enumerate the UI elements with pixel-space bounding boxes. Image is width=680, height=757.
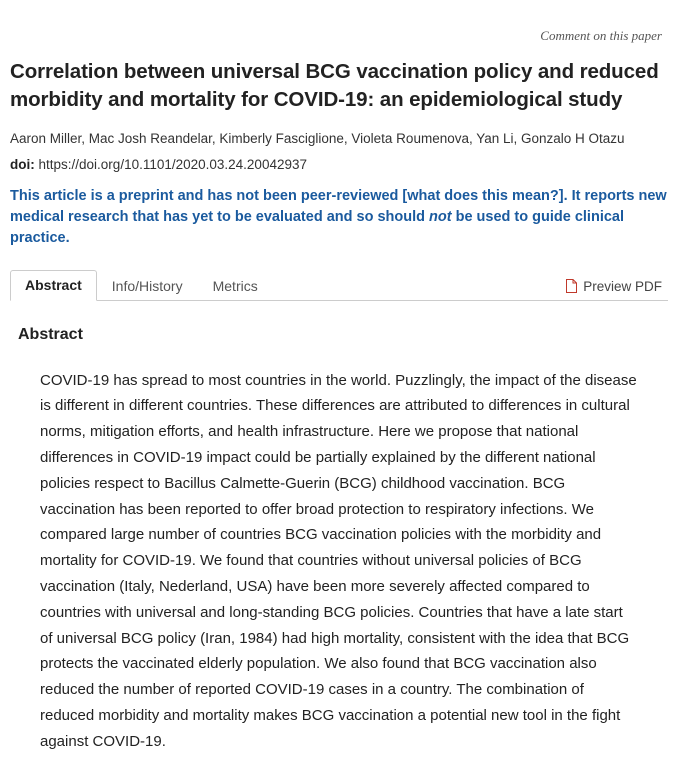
tab-abstract[interactable]: Abstract <box>10 270 97 301</box>
author-list: Aaron Miller, Mac Josh Reandelar, Kimberly Fasciglione, Violeta Roumenova, Yan Li, Gonzalo H Otazu <box>10 131 625 147</box>
what-does-this-mean-link[interactable]: what does this mean? <box>407 187 559 204</box>
preprint-notice-emphasis: not <box>429 208 452 225</box>
doi-link[interactable]: https://doi.org/10.1101/2020.03.24.20042937 <box>38 156 307 172</box>
tab-bar <box>10 269 668 301</box>
preprint-notice-text-1: This article is a preprint and has not been peer-reviewed [ <box>10 187 408 204</box>
abstract-text: COVID-19 has spread to most countries in the world. Puzzlingly, the impact of the disease is different in different countries. These differences are attributed to differences in cultural norms, mitigation efforts, and health infrastructure. Here we propose that national differences in COVID-19 impact could be partially explained by the different national policies respect to Bacillus Calmette-Guerin (BCG) childhood vaccination. BCG vaccination has been reported to offer broad protection to respiratory infections. We compared large number of countries BCG vaccination policies with the morbidity and mortality for COVID-19. We found that countries without universal policies of BCG vaccination (Italy, Nederland, USA) have been more severely affected compared to countries with universal and long-standing BCG policies. Countries that have a late start of universal BCG policy (Iran, 1984) had high mortality, consistent with the idea that BCG protects the vaccinated elderly population. We also found that BCG vaccination also reduced the number of reported COVID-19 cases in a country. The combination of reduced morbidity and mortality makes BCG vaccination a potential new tool in the fight against COVID-19. <box>40 371 637 750</box>
comment-bar <box>10 0 668 44</box>
preview-pdf-label: Preview PDF <box>583 278 662 294</box>
tab-info-history[interactable]: Info/History <box>111 277 183 294</box>
doi-label: doi: <box>10 156 35 172</box>
preprint-notice-text-3: be used to guide clinical practice. <box>10 208 624 246</box>
page-title: Correlation between universal BCG vaccination policy and reduced morbidity and mortality for COVID-19: an epidemiological study <box>10 60 659 111</box>
comment-on-paper-link[interactable]: Comment on this paper <box>540 28 662 43</box>
preprint-notice <box>10 186 668 249</box>
doi-line <box>10 157 668 172</box>
preview-pdf-button[interactable] <box>566 279 662 294</box>
preprint-notice-text-2: ]. It reports new medical research that has yet to be evaluated and so should <box>10 187 667 225</box>
tab-metrics[interactable]: Metrics <box>212 277 258 294</box>
abstract-heading: Abstract <box>18 325 83 343</box>
document-icon <box>566 279 577 293</box>
